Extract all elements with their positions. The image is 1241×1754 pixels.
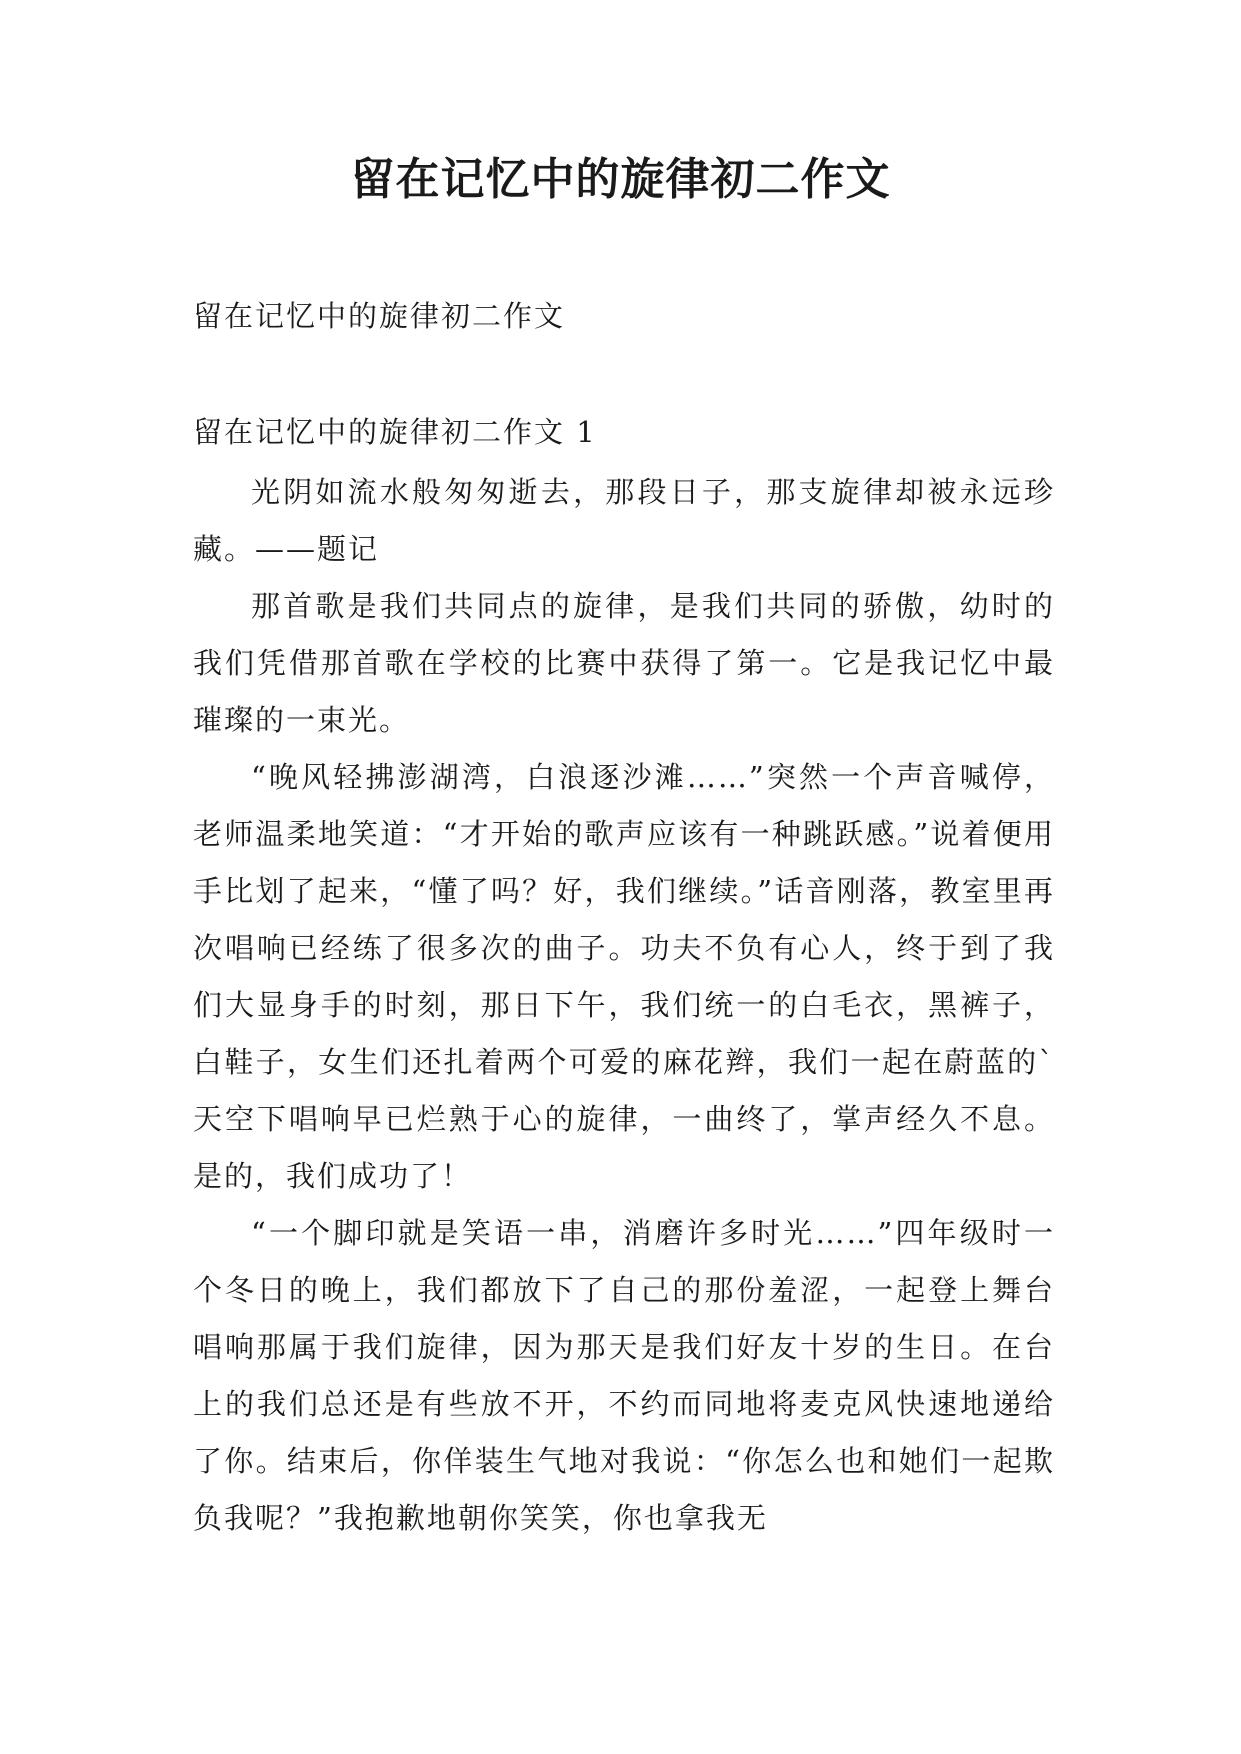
essay-body — [193, 464, 1055, 1547]
paragraph: “晚风轻拂澎湖湾，白浪逐沙滩……”突然一个声音喊停，老师温柔地笑道：“才开始的歌声应该有一种跳跃感。”说着便用手比划了起来，“懂了吗？好，我们继续。”话音刚落，教室里再次唱响已经练了很多次的曲子。功夫不负有心人，终于到了我们大显身手的时刻，那日下午，我们统一的白毛衣，黑裤子，白鞋子，女生们还扎着两个可爱的麻花辫，我们一起在蔚蓝的`天空下唱响早已烂熟于心的旋律，一曲终了，掌声经久不息。是的，我们成功了！ — [193, 760, 1055, 1193]
paragraph: 光阴如流水般匆匆逝去，那段日子，那支旋律却被永远珍藏。——题记 — [193, 475, 1055, 566]
document-title: 留在记忆中的旋律初二作文 — [350, 154, 891, 205]
document-subtitle: 留在记忆中的旋律初二作文 — [193, 299, 566, 333]
paragraph: “一个脚印就是笑语一串，消磨许多时光……”四年级时一个冬日的晚上，我们都放下了自己的那份羞涩，一起登上舞台唱响那属于我们旋律，因为那天是我们好友十岁的生日。在台上的我们总还是有些放不开，不约而同地将麦克风快速地递给了你。结束后，你佯装生气地对我说：“你怎么也和她们一起欺负我呢？”我抱歉地朝你笑笑，你也拿我无 — [193, 1216, 1055, 1535]
paragraph: 那首歌是我们共同点的旋律，是我们共同的骄傲，幼时的我们凭借那首歌在学校的比赛中获得了第一。它是我记忆中最璀璨的一束光。 — [193, 589, 1055, 737]
section-heading: 留在记忆中的旋律初二作文 1 — [193, 415, 597, 449]
